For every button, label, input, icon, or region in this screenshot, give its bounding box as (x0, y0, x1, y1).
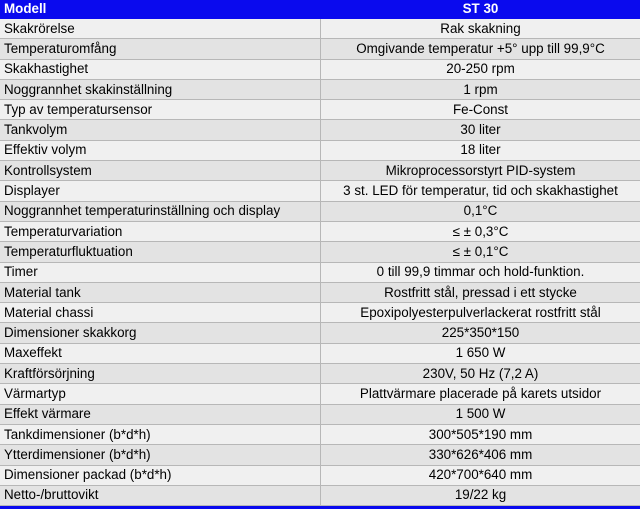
table-row (0, 445, 640, 465)
row-value: 0,1°C (321, 201, 640, 221)
table-row (0, 323, 640, 343)
row-label: Värmartyp (0, 384, 321, 404)
row-value: 330*626*406 mm (321, 445, 640, 465)
table-row (0, 465, 640, 485)
row-value: Rak skakning (321, 19, 640, 39)
row-label: Netto-/bruttovikt (0, 485, 321, 505)
row-label: Typ av temperatursensor (0, 100, 321, 120)
row-label: Temperaturfluktuation (0, 242, 321, 262)
row-label: Temperaturvariation (0, 221, 321, 241)
table-row (0, 404, 640, 424)
table-row (0, 19, 640, 39)
table-row (0, 303, 640, 323)
table-row (0, 181, 640, 201)
row-label: Effekt värmare (0, 404, 321, 424)
row-value: 230V, 50 Hz (7,2 A) (321, 364, 640, 384)
table-row (0, 262, 640, 282)
row-label: Effektiv volym (0, 140, 321, 160)
row-value: 1 500 W (321, 404, 640, 424)
table-row (0, 39, 640, 59)
row-label: Dimensioner packad (b*d*h) (0, 465, 321, 485)
table-row (0, 242, 640, 262)
row-value: 18 liter (321, 140, 640, 160)
table-row (0, 161, 640, 181)
row-label: Kontrollsystem (0, 161, 321, 181)
row-value: 1 650 W (321, 343, 640, 363)
row-value: 3 st. LED för temperatur, tid och skakhastighet (321, 181, 640, 201)
table-row (0, 424, 640, 444)
row-value: Omgivande temperatur +5° upp till 99,9°C (321, 39, 640, 59)
row-label: Noggrannhet temperaturinställning och display (0, 201, 321, 221)
row-label: Skakrörelse (0, 19, 321, 39)
table-row (0, 485, 640, 505)
table-row (0, 59, 640, 79)
table-row (0, 343, 640, 363)
row-label: Tankvolym (0, 120, 321, 140)
row-value: 420*700*640 mm (321, 465, 640, 485)
row-label: Maxeffekt (0, 343, 321, 363)
row-value: Epoxipolyesterpulverlackerat rostfritt stål (321, 303, 640, 323)
table-row (0, 79, 640, 99)
row-label: Noggrannhet skakinställning (0, 79, 321, 99)
row-value: 30 liter (321, 120, 640, 140)
row-value: Plattvärmare placerade på karets utsidor (321, 384, 640, 404)
table-row (0, 384, 640, 404)
row-label: Dimensioner skakkorg (0, 323, 321, 343)
row-label: Material tank (0, 282, 321, 302)
header-value: ST 30 (321, 0, 640, 19)
row-value: 20-250 rpm (321, 59, 640, 79)
table-row (0, 100, 640, 120)
row-value: ≤ ± 0,1°C (321, 242, 640, 262)
table-row (0, 282, 640, 302)
table-row (0, 120, 640, 140)
table-row (0, 140, 640, 160)
row-value: Rostfritt stål, pressad i ett stycke (321, 282, 640, 302)
row-value: 0 till 99,9 timmar och hold-funktion. (321, 262, 640, 282)
table-header-row (0, 0, 640, 19)
header-label: Modell (0, 0, 321, 19)
row-value: 19/22 kg (321, 485, 640, 505)
row-label: Kraftförsörjning (0, 364, 321, 384)
row-value: Fe-Const (321, 100, 640, 120)
row-value: 1 rpm (321, 79, 640, 99)
row-value: ≤ ± 0,3°C (321, 221, 640, 241)
row-label: Temperaturomfång (0, 39, 321, 59)
row-label: Ytterdimensioner (b*d*h) (0, 445, 321, 465)
row-value: Mikroprocessorstyrt PID-system (321, 161, 640, 181)
row-label: Material chassi (0, 303, 321, 323)
row-value: 300*505*190 mm (321, 424, 640, 444)
row-label: Tankdimensioner (b*d*h) (0, 424, 321, 444)
row-label: Displayer (0, 181, 321, 201)
row-label: Skakhastighet (0, 59, 321, 79)
table-row (0, 201, 640, 221)
row-value: 225*350*150 (321, 323, 640, 343)
row-label: Timer (0, 262, 321, 282)
table-row (0, 364, 640, 384)
table-row (0, 221, 640, 241)
